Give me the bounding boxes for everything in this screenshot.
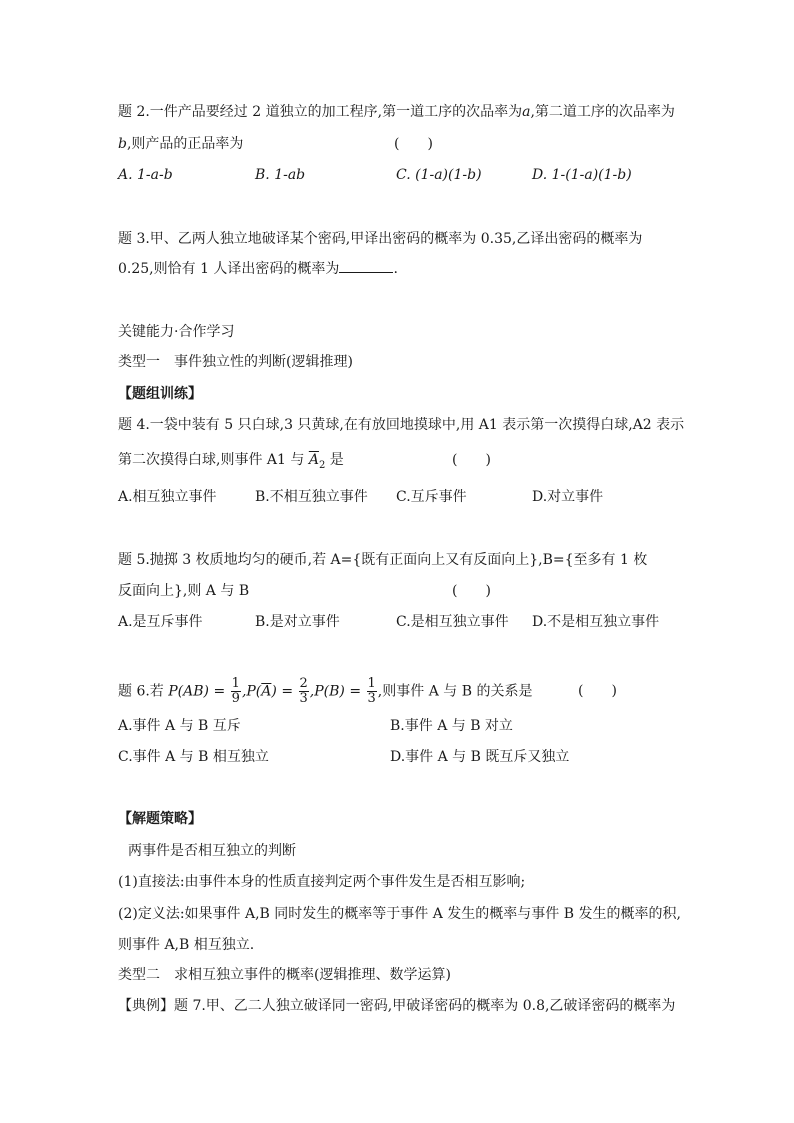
q5-line1: 题 5.抛掷 3 枚质地均匀的硬币,若 A={既有正面向上又有反面向上},B={至多有 1 枚 bbox=[118, 552, 648, 568]
group-training-heading: 【题组训练】 bbox=[118, 386, 202, 402]
q6-option-a: A.事件 A 与 B 互斥 bbox=[118, 718, 241, 734]
q5-option-c: C.是相互独立事件 bbox=[396, 614, 509, 630]
q4-option-a: A.相互独立事件 bbox=[118, 489, 217, 505]
q4-option-d: D.对立事件 bbox=[532, 489, 604, 505]
fraction-1-3: $\frac{1}{3}$ bbox=[367, 676, 376, 706]
q2-line1: 题 2.一件产品要经过 2 道独立的加工程序,第一道工序的次品率为a,第二道工序的次品率为 bbox=[118, 104, 675, 120]
q6-answer-paren: ( ) bbox=[578, 683, 617, 699]
q4-answer-paren: ( ) bbox=[452, 452, 491, 468]
q2-option-b: B. 1-ab bbox=[255, 167, 306, 183]
strategy-item-2-cont: 则事件 A,B 相互独立. bbox=[118, 937, 255, 953]
q6-option-b: B.事件 A 与 B 对立 bbox=[390, 718, 513, 734]
section-type-2-heading: 类型二 求相互独立事件的概率(逻辑推理、数学运算) bbox=[118, 967, 451, 983]
q5-answer-paren: ( ) bbox=[452, 583, 491, 599]
q6-option-d: D.事件 A 与 B 既互斥又独立 bbox=[390, 749, 570, 765]
q2-answer-paren: ( ) bbox=[394, 136, 433, 152]
section-title: 关键能力·合作学习 bbox=[118, 324, 235, 340]
q5-option-d: D.不是相互独立事件 bbox=[532, 614, 660, 630]
q4-line2: 第二次摸得白球,则事件 A1 与 $\overline{A}_2$ 是 bbox=[118, 452, 344, 471]
q2-option-d: D. 1-(1-a)(1-b) bbox=[532, 167, 632, 183]
q5-option-b: B.是对立事件 bbox=[255, 614, 340, 630]
q5-option-a: A.是互斥事件 bbox=[118, 614, 203, 630]
fraction-2-3: $\frac{2}{3}$ bbox=[299, 676, 308, 706]
strategy-item-2: (2)定义法:如果事件 A,B 同时发生的概率等于事件 A 发生的概率与事件 B 发生的概率的积, bbox=[118, 906, 681, 922]
q6-line1: 题 6.若 P(AB) = $\frac{1}{9}$ $,P(\overline{A})$ = $\frac{2}{3}$ ,P(B) = $\frac{1}{3}$ ,则事件 A 与 B 的关系是 bbox=[118, 676, 533, 706]
q2-option-a: A. 1-a-b bbox=[118, 167, 173, 183]
q3-line1: 题 3.甲、乙两人独立地破译某个密码,甲译出密码的概率为 0.35,乙译出密码的概率为 bbox=[118, 231, 643, 247]
q4-option-b: B.不相互独立事件 bbox=[255, 489, 368, 505]
strategy-heading: 【解题策略】 bbox=[118, 811, 202, 827]
section-type-heading: 类型一 事件独立性的判断(逻辑推理) bbox=[118, 354, 353, 370]
q5-line2: 反面向上},则 A 与 B bbox=[118, 583, 250, 599]
q4-line1: 题 4.一袋中装有 5 只白球,3 只黄球,在有放回地摸球中,用 A1 表示第一次摸得白球,A2 表示 bbox=[118, 417, 685, 433]
q3-line2: 0.25,则恰有 1 人译出密码的概率为 . bbox=[118, 261, 398, 277]
q2-line2: b,则产品的正品率为 bbox=[118, 136, 244, 152]
q2-option-c: C. (1-a)(1-b) bbox=[396, 167, 482, 183]
answer-blank bbox=[339, 260, 393, 273]
strategy-item-1: (1)直接法:由事件本身的性质直接判定两个事件发生是否相互影响; bbox=[118, 874, 526, 890]
example-q7-line1: 【典例】题 7.甲、乙二人独立破译同一密码,甲破译密码的概率为 0.8,乙破译密码的概率为 bbox=[118, 998, 676, 1014]
q4-option-c: C.互斥事件 bbox=[396, 489, 467, 505]
q6-option-c: C.事件 A 与 B 相互独立 bbox=[118, 749, 269, 765]
strategy-subtitle: 两事件是否相互独立的判断 bbox=[128, 843, 296, 859]
fraction-1-9: $\frac{1}{9}$ bbox=[231, 676, 240, 706]
